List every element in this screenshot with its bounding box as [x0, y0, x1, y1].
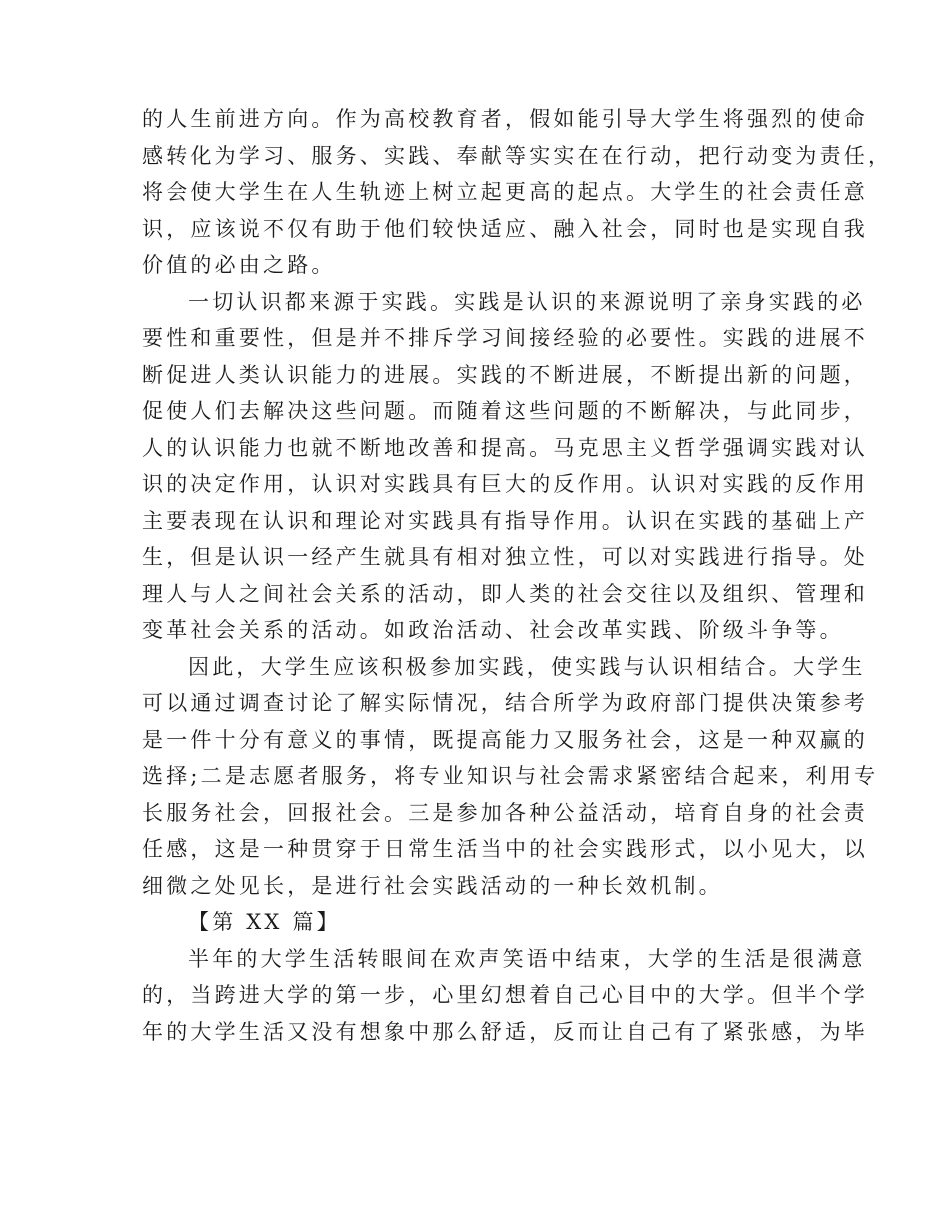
text-line: 细微之处见长，是进行社会实践活动的一种长效机制。 — [142, 873, 723, 898]
text-line: 长服务社会，回报社会。三是参加各种公益活动，培育自身的社会责 — [142, 800, 868, 825]
text-line: 感转化为学习、服务、实践、奉献等实实在在行动，把行动变为责任， — [142, 143, 893, 168]
text-line: 人的认识能力也就不断地改善和提高。马克思主义哲学强调实践对认 — [142, 435, 868, 460]
text-line: 生，但是认识一经产生就具有相对独立性，可以对实践进行指导。处 — [142, 545, 868, 569]
paragraph-conclusion — [142, 649, 879, 905]
text-line: 理人与人之间社会关系的活动，即人类的社会交往以及组织、管理和 — [142, 581, 868, 606]
text-line: 因此，大学生应该积极参加实践，使实践与认识相结合。大学生 — [188, 654, 866, 679]
text-line: 价值的必由之路。 — [142, 253, 336, 277]
text-line: 主要表现在认识和理论对实践具有指导作用。认识在实践的基础上产 — [142, 508, 868, 533]
text-line: 年的大学生活又没有想象中那么舒适，反而让自己有了紧张感，为毕 — [142, 1019, 868, 1044]
text-line: 任感，这是一种贯穿于日常生活当中的社会实践形式，以小见大，以 — [142, 837, 868, 861]
text-line: 是一件十分有意义的事情，既提高能力又服务社会，这是一种双赢的 — [142, 727, 868, 752]
text-line: 的，当跨进大学的第一步，心里幻想着自己心目中的大学。但半个学 — [142, 983, 868, 1007]
text-line: 可以通过调查讨论了解实际情况，结合所学为政府部门提供决策参考 — [142, 691, 868, 715]
paragraph-continuation — [142, 101, 893, 284]
section-title: 【第 XX 篇】 — [188, 910, 341, 934]
text-line: 半年的大学生活转眼间在欢声笑语中结束，大学的生活是很满意 — [188, 946, 866, 971]
text-line: 的人生前进方向。作为高校教育者，假如能引导大学生将强烈的使命 — [142, 107, 868, 131]
document-body — [142, 101, 893, 1050]
text-line: 识的决定作用，认识对实践具有巨大的反作用。认识对实践的反作用 — [142, 472, 868, 496]
text-line: 促使人们去解决这些问题。而随着这些问题的不断解决，与此同步， — [142, 399, 868, 423]
text-line: 将会使大学生在人生轨迹上树立起更高的起点。大学生的社会责任意 — [142, 180, 868, 204]
text-line: 识，应该说不仅有助于他们较快适应、融入社会，同时也是实现自我 — [142, 216, 868, 241]
text-line: 选择;二是志愿者服务，将专业知识与社会需求紧密结合起来，利用专 — [142, 764, 879, 788]
text-line: 要性和重要性，但是并不排斥学习间接经验的必要性。实践的进展不 — [142, 326, 868, 350]
text-line: 一切认识都来源于实践。实践是认识的来源说明了亲身实践的必 — [188, 289, 866, 314]
text-line: 变革社会关系的活动。如政治活动、社会改革实践、阶级斗争等。 — [142, 618, 844, 642]
section-heading — [142, 904, 810, 941]
paragraph-practice-cognition — [142, 284, 868, 649]
paragraph-university-life — [142, 941, 868, 1051]
text-line: 断促进人类认识能力的进展。实践的不断进展，不断提出新的问题， — [142, 362, 868, 387]
